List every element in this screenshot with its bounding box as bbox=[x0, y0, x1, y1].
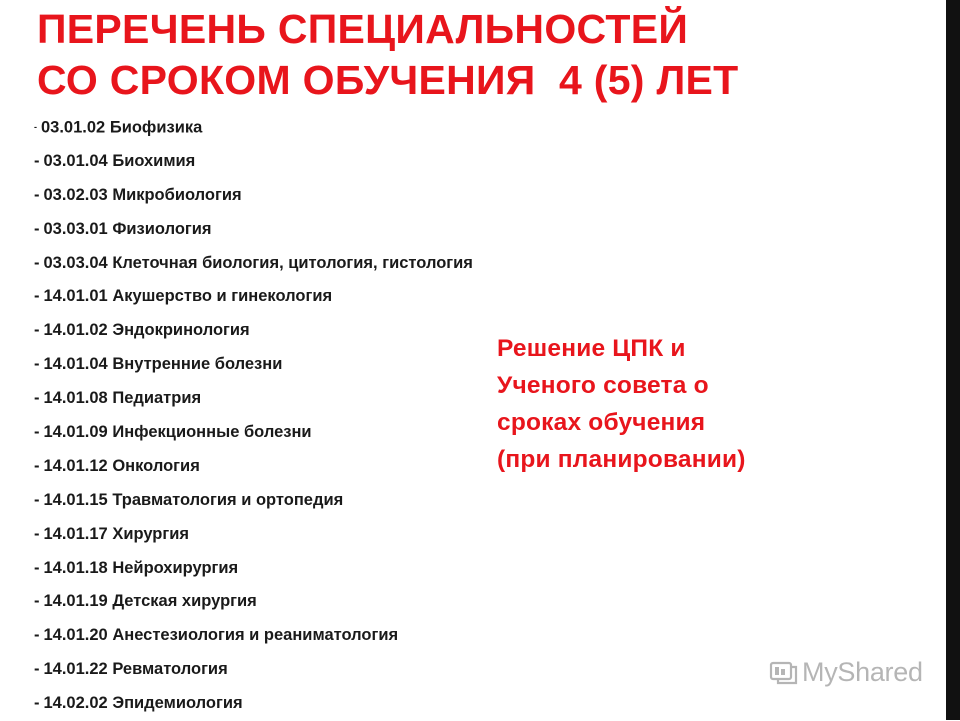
specialty-code: 14.01.22 bbox=[43, 660, 108, 679]
list-bullet: - bbox=[34, 151, 40, 170]
list-bullet: - bbox=[34, 219, 40, 238]
list-bullet: - bbox=[34, 389, 40, 408]
specialty-name: Детская хирургия bbox=[112, 592, 257, 611]
list-bullet: - bbox=[34, 355, 40, 374]
list-bullet: - bbox=[34, 592, 40, 611]
decision-note-line-1: Решение ЦПК и bbox=[497, 335, 686, 362]
specialty-code: 14.01.18 bbox=[43, 558, 108, 577]
specialty-name: Микробиология bbox=[112, 185, 242, 204]
specialty-name: Онкология bbox=[112, 456, 200, 475]
specialty-code: 14.01.17 bbox=[43, 524, 108, 543]
specialty-code: 14.01.09 bbox=[43, 423, 108, 442]
specialty-code: 14.01.02 bbox=[43, 321, 108, 340]
specialty-name: Анестезиология и реаниматология bbox=[112, 626, 399, 645]
list-item bbox=[34, 585, 473, 619]
list-bullet: - bbox=[34, 122, 37, 132]
specialty-code: 03.01.02 bbox=[41, 118, 106, 137]
list-bullet: - bbox=[34, 456, 40, 475]
list-item bbox=[34, 687, 473, 721]
list-item bbox=[34, 314, 473, 348]
specialty-list bbox=[34, 111, 473, 721]
specialty-code: 14.01.08 bbox=[43, 389, 108, 408]
list-item bbox=[34, 145, 473, 179]
watermark bbox=[768, 655, 923, 689]
slide-title bbox=[37, 4, 927, 106]
specialty-name: Травматология и ортопедия bbox=[112, 490, 344, 509]
specialty-name: Акушерство и гинекология bbox=[112, 287, 333, 306]
list-item bbox=[34, 484, 473, 518]
list-item bbox=[34, 552, 473, 586]
myshared-logo-icon bbox=[768, 657, 798, 687]
specialty-code: 14.01.04 bbox=[43, 355, 108, 374]
list-item bbox=[34, 416, 473, 450]
decision-note bbox=[497, 330, 746, 478]
list-item bbox=[34, 247, 473, 281]
specialty-name: Эпидемиология bbox=[112, 694, 243, 713]
specialty-code: 03.01.04 bbox=[43, 151, 108, 170]
list-item bbox=[34, 518, 473, 552]
specialty-code: 14.02.02 bbox=[43, 694, 108, 713]
right-edge-bar bbox=[946, 0, 960, 720]
specialty-name: Биофизика bbox=[109, 118, 203, 137]
decision-note-line-3: сроках обучения bbox=[497, 409, 706, 436]
list-bullet: - bbox=[34, 423, 40, 442]
list-item bbox=[34, 619, 473, 653]
specialty-code: 03.03.01 bbox=[43, 219, 108, 238]
specialty-name: Эндокринология bbox=[112, 321, 250, 340]
specialty-name: Нейрохирургия bbox=[112, 558, 239, 577]
list-item bbox=[34, 111, 473, 145]
specialty-code: 14.01.19 bbox=[43, 592, 108, 611]
title-line-1: ПЕРЕЧЕНЬ СПЕЦИАЛЬНОСТЕЙ bbox=[37, 6, 689, 52]
list-item bbox=[34, 213, 473, 247]
list-bullet: - bbox=[34, 694, 40, 713]
list-bullet: - bbox=[34, 287, 40, 306]
list-bullet: - bbox=[34, 253, 40, 272]
list-bullet: - bbox=[34, 524, 40, 543]
list-item bbox=[34, 280, 473, 314]
specialty-name: Инфекционные болезни bbox=[112, 423, 312, 442]
watermark-text: MyShared bbox=[802, 656, 923, 687]
specialty-name: Внутренние болезни bbox=[112, 355, 283, 374]
specialty-name: Клеточная биология, цитология, гистология bbox=[112, 253, 473, 272]
specialty-name: Хирургия bbox=[112, 524, 190, 543]
list-item bbox=[34, 179, 473, 213]
title-line-2: СО СРОКОМ ОБУЧЕНИЯ 4 (5) ЛЕТ bbox=[37, 57, 739, 103]
list-bullet: - bbox=[34, 185, 40, 204]
specialty-code: 14.01.12 bbox=[43, 456, 108, 475]
specialty-name: Физиология bbox=[112, 219, 212, 238]
specialty-name: Биохимия bbox=[112, 151, 196, 170]
specialty-code: 03.02.03 bbox=[43, 185, 108, 204]
specialty-code: 14.01.20 bbox=[43, 626, 108, 645]
list-bullet: - bbox=[34, 490, 40, 509]
specialty-name: Педиатрия bbox=[112, 389, 202, 408]
decision-note-line-2: Ученого совета о bbox=[497, 372, 709, 399]
list-bullet: - bbox=[34, 660, 40, 679]
list-item bbox=[34, 653, 473, 687]
list-bullet: - bbox=[34, 321, 40, 340]
specialty-name: Ревматология bbox=[112, 660, 228, 679]
list-bullet: - bbox=[34, 626, 40, 645]
list-item bbox=[34, 382, 473, 416]
specialty-code: 14.01.15 bbox=[43, 490, 108, 509]
list-item bbox=[34, 348, 473, 382]
decision-note-line-4: (при планировании) bbox=[497, 446, 746, 473]
list-item bbox=[34, 450, 473, 484]
specialty-code: 03.03.04 bbox=[43, 253, 108, 272]
list-bullet: - bbox=[34, 558, 40, 577]
specialty-code: 14.01.01 bbox=[43, 287, 108, 306]
